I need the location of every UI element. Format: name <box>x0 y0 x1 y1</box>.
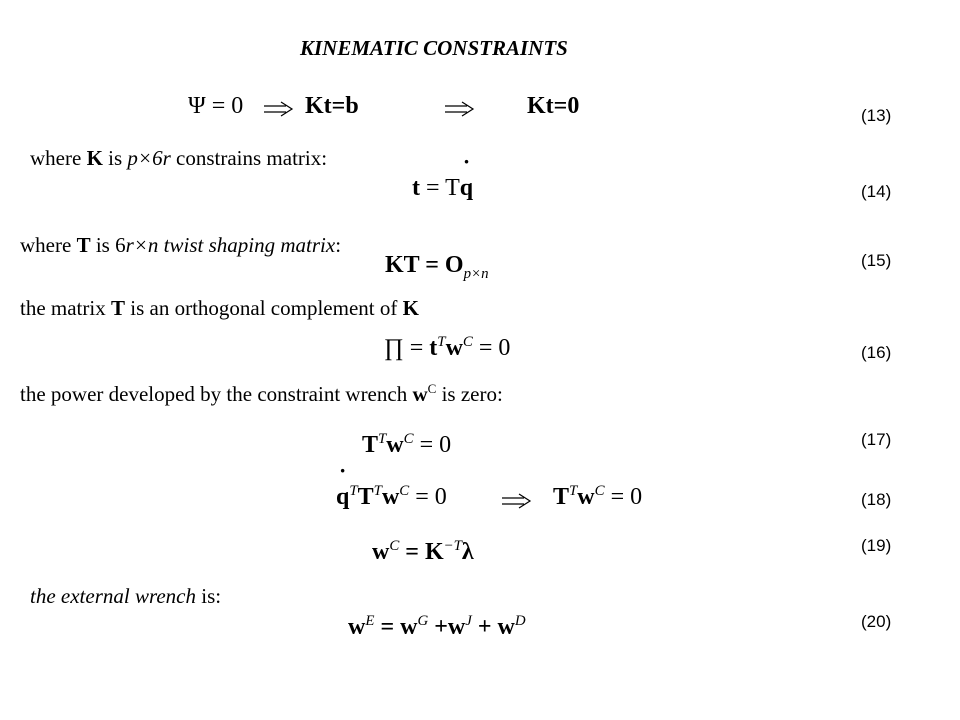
eq17-rhs: = 0 <box>413 432 452 458</box>
eq20-eq: = w <box>374 614 418 640</box>
text3-symbol-1: T <box>110 296 125 320</box>
eq17-T-sup: T <box>378 431 387 447</box>
text1-symbol: K <box>86 146 103 170</box>
implies-arrow-icon <box>262 101 294 117</box>
eq20-plus2: + w <box>471 614 515 640</box>
text4-sup: C <box>427 381 437 396</box>
equation-13-rhs: Kt=0 <box>527 93 580 119</box>
eq17-w-sup: C <box>403 431 414 447</box>
eq19-lambda: λ <box>461 539 474 565</box>
eq18-w: w <box>381 484 400 510</box>
eq16-lhs: ∏ = <box>384 335 430 361</box>
text4-post: is zero: <box>436 382 503 406</box>
eq17-w: w <box>386 432 404 458</box>
eq17-T: T <box>362 432 379 458</box>
eq18-mid: = 0 <box>409 484 447 510</box>
eq20-w: w <box>348 614 366 640</box>
equation-13-mid: Kt=b <box>305 93 359 119</box>
text4-pre: the power developed by the constraint wrench <box>20 382 413 406</box>
text-line-1 <box>30 146 327 171</box>
text3-mid: is an orthogonal complement of <box>125 296 403 320</box>
equation-14 <box>412 175 473 202</box>
equation-number-17: (17) <box>861 430 892 449</box>
eq18-T-sup: T <box>373 483 382 499</box>
text4-symbol: w <box>412 382 428 406</box>
text1-post: constrains matrix: <box>170 146 328 170</box>
eq16-w-sup: C <box>462 334 473 350</box>
equation-number-16: (16) <box>861 343 892 362</box>
equation-number-15: (15) <box>861 251 892 270</box>
eq16-w: w <box>445 335 463 361</box>
eq20-g-sup: G <box>417 613 429 629</box>
equation-17 <box>362 432 451 459</box>
text-line-4 <box>20 382 503 407</box>
text-line-3 <box>20 296 419 321</box>
eq15-subscript: p×n <box>463 265 489 282</box>
eq16-rhs: = 0 <box>472 335 511 361</box>
equation-13-lhs: Ψ = 0 <box>188 93 244 119</box>
eq16-t-sup: T <box>437 334 446 350</box>
eq14-op: = T <box>420 175 460 201</box>
equation-number-14: (14) <box>861 182 892 201</box>
text2-pre: where <box>20 233 77 257</box>
text-line-2 <box>20 233 341 258</box>
eq20-d-sup: D <box>514 613 526 629</box>
eq20-j-sup: J <box>465 613 472 629</box>
eq18-w2: w <box>577 484 595 510</box>
eq20-plus: +w <box>428 614 466 640</box>
text1-pre: where <box>30 146 87 170</box>
eq15-lhs: KT = O <box>385 252 464 278</box>
eq18-rhs: = 0 <box>604 484 643 510</box>
equation-number-20: (20) <box>861 612 892 631</box>
equation-number-19: (19) <box>861 536 892 555</box>
text5-post: is: <box>196 584 222 608</box>
equation-19 <box>372 539 474 566</box>
text2-symbol: T <box>76 233 91 257</box>
eq16-t: t <box>429 335 438 361</box>
text2-mid: is 6 <box>90 233 126 257</box>
eq19-w-sup: C <box>389 538 400 554</box>
eq19-eq: = K <box>399 539 444 565</box>
eq18-w2-sup: C <box>594 483 605 499</box>
page-title: KINEMATIC CONSTRAINTS <box>300 36 568 60</box>
eq18-T2-sup: T <box>569 483 578 499</box>
text5-italic: the external wrench <box>30 584 197 608</box>
eq18-w-sup: C <box>399 483 410 499</box>
eq19-w: w <box>372 539 390 565</box>
equation-20 <box>348 614 526 641</box>
eq14-qdot: q ˙ <box>460 175 473 202</box>
equation-18-left <box>336 484 447 511</box>
eq18-q-sup: T <box>349 483 358 499</box>
text2-italic: r×n twist shaping matrix <box>125 233 336 257</box>
equation-number-18: (18) <box>861 490 892 509</box>
equation-number-13: (13) <box>861 106 892 125</box>
equation-16 <box>384 335 510 362</box>
eq14-lhs: t <box>412 175 420 201</box>
implies-arrow-icon <box>443 101 475 117</box>
eq18-qdot: q ˙ <box>336 484 349 511</box>
text3-pre: the matrix <box>20 296 111 320</box>
text2-post: : <box>335 233 342 257</box>
implies-arrow-icon <box>500 493 532 509</box>
text1-dims: p×6r <box>127 146 171 170</box>
eq18-T: T <box>357 484 374 510</box>
text1-mid: is <box>102 146 128 170</box>
eq18-T2: T <box>553 484 570 510</box>
eq19-K-sup: −T <box>443 538 462 554</box>
text3-symbol-2: K <box>402 296 419 320</box>
equation-18-right <box>553 484 642 511</box>
eq20-w-sup: E <box>365 613 375 629</box>
equation-15 <box>385 252 489 282</box>
text-line-5 <box>30 584 221 609</box>
